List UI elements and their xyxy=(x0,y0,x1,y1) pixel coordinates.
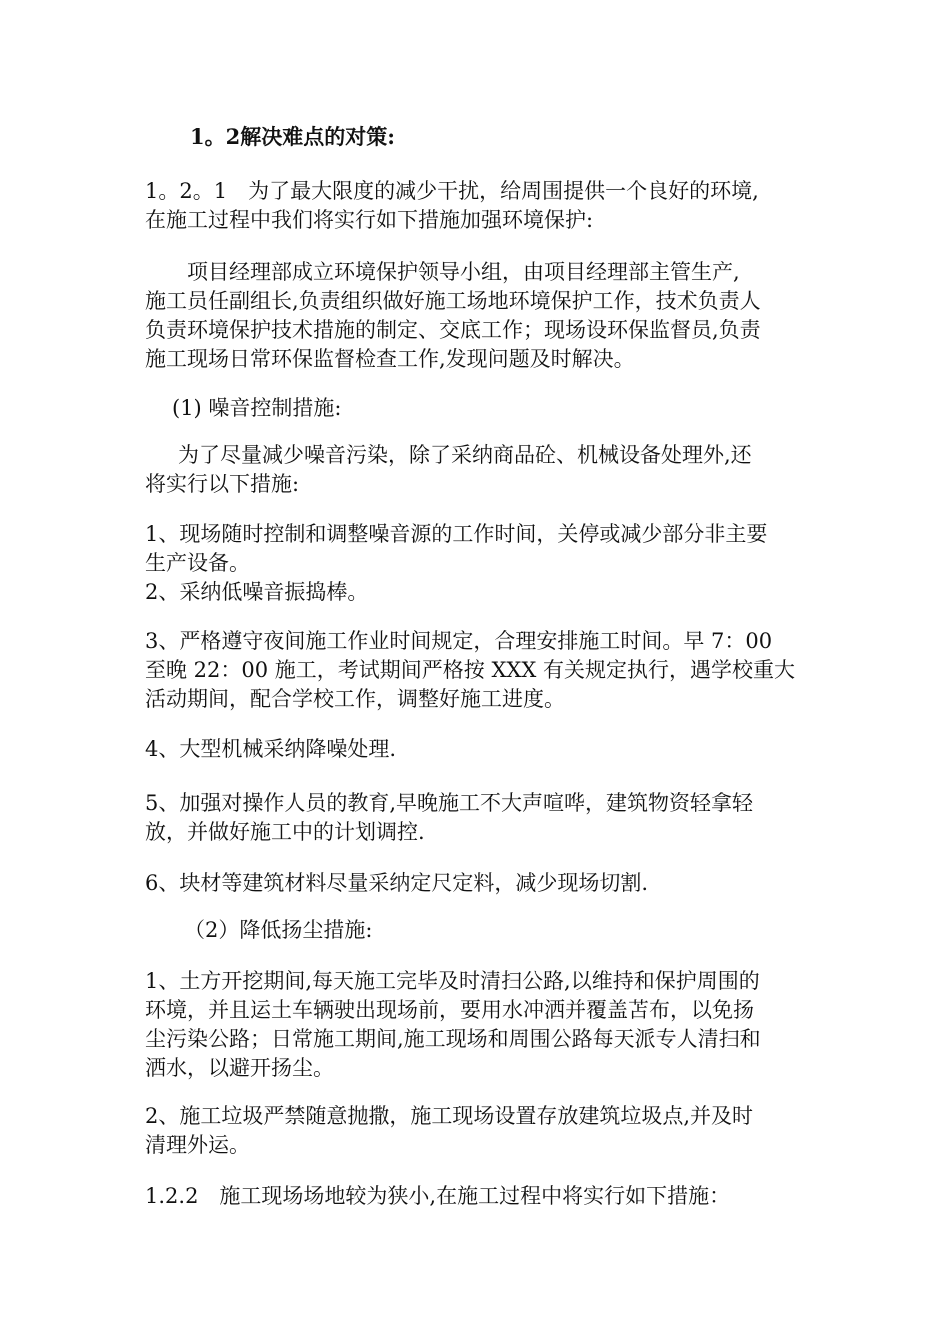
text-line: 生产设备。 xyxy=(145,551,250,575)
text-line: 4、大型机械采纳降噪处理. xyxy=(145,737,397,761)
section-heading xyxy=(190,122,860,151)
dust-section-title xyxy=(184,916,854,945)
text-line: 至晚 22：00 施工，考试期间严格按 XXX 有关规定执行，遇学校重大 xyxy=(145,658,795,682)
text-line: 6、块材等建筑材料尽量采纳定尺定料，减少现场切割. xyxy=(145,871,649,895)
text-line: 负责环境保护技术措施的制定、交底工作；现场设环保监督员,负责 xyxy=(145,318,761,342)
text-line: （2）降低扬尘措施: xyxy=(184,918,373,942)
text-line: 2、采纳低噪音振捣棒。 xyxy=(145,580,369,604)
text-line: 活动期间，配合学校工作，调整好施工进度。 xyxy=(145,687,565,711)
noise-intro-paragraph xyxy=(145,441,815,499)
text-line: 为了尽量减少噪音污染，除了采纳商品砼、机械设备处理外,还 xyxy=(178,443,752,467)
text-line: 1。2。1 为了最大限度的减少干扰，给周围提供一个良好的环境, xyxy=(145,179,759,203)
text-line: 项目经理部成立环境保护领导小组，由项目经理部主管生产, xyxy=(145,260,740,284)
text-line: 1、土方开挖期间,每天施工完毕及时清扫公路,以维持和保护周围的 xyxy=(145,969,760,993)
dust-measure-2 xyxy=(145,1102,815,1160)
text-line: 放，并做好施工中的计划调控. xyxy=(145,820,425,844)
text-line: 1.2.2 施工现场场地较为狭小,在施工过程中将实行如下措施： xyxy=(145,1184,731,1208)
noise-measure-3 xyxy=(145,627,815,714)
text-line: 1、现场随时控制和调整噪音源的工作时间，关停或减少部分非主要 xyxy=(145,522,768,546)
paragraph-organization xyxy=(145,258,815,374)
noise-measure-5 xyxy=(145,789,815,847)
text-line: 环境，并且运土车辆驶出现场前，要用水冲洒并覆盖苫布，以免扬 xyxy=(145,998,754,1022)
text-line: 清理外运。 xyxy=(145,1133,250,1157)
paragraph-1-2-2 xyxy=(145,1182,815,1211)
noise-measure-6 xyxy=(145,869,815,898)
noise-measure-4 xyxy=(145,735,815,764)
text-line: 施工现场日常环保监督检查工作,发现问题及时解决。 xyxy=(145,347,635,371)
text-line: 5、加强对操作人员的教育,早晚施工不大声喧哗，建筑物资轻拿轻 xyxy=(145,791,754,815)
text-line: 2、施工垃圾严禁随意抛撒，施工现场设置存放建筑垃圾点,并及时 xyxy=(145,1104,754,1128)
text-line: 洒水，以避开扬尘。 xyxy=(145,1056,334,1080)
text-line: 尘污染公路；日常施工期间,施工现场和周围公路每天派专人清扫和 xyxy=(145,1027,761,1051)
paragraph-1-2-1 xyxy=(145,177,815,235)
text-line: 施工员任副组长,负责组织做好施工场地环境保护工作，技术负责人 xyxy=(145,289,761,313)
dust-measure-1 xyxy=(145,967,815,1083)
text-line: 在施工过程中我们将实行如下措施加强环境保护: xyxy=(145,208,594,232)
heading-line: 1。2解决难点的对策: xyxy=(190,124,395,149)
text-line: (1) 噪音控制措施: xyxy=(172,396,342,420)
text-line: 将实行以下措施: xyxy=(145,472,300,496)
noise-section-title xyxy=(172,394,842,423)
noise-measures-1-2 xyxy=(145,520,815,607)
text-line: 3、严格遵守夜间施工作业时间规定，合理安排施工时间。早 7：00 xyxy=(145,629,773,653)
